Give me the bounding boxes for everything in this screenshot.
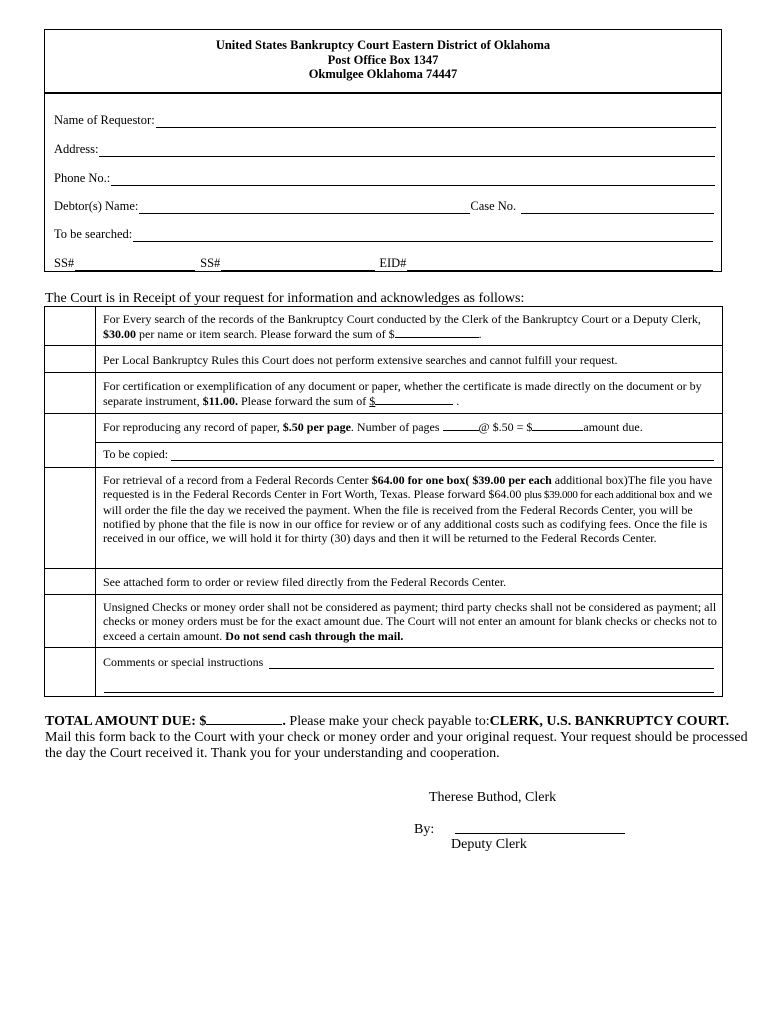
reproducing-fee: $.50 per page [282,420,351,434]
ss2-line[interactable] [221,258,375,271]
requestor-name-line[interactable] [156,115,716,128]
certification-fee: $11.00. [202,394,238,409]
comments-line-2[interactable] [104,692,714,693]
phone-line[interactable] [111,173,715,186]
comments-row[interactable] [103,655,714,669]
checkbox-column-divider [95,307,96,696]
row-divider [45,345,722,346]
row-divider [45,568,722,569]
no-cash-warning: Do not send cash through the mail. [225,628,404,643]
address-field[interactable] [54,141,715,157]
to-be-searched-field[interactable] [54,226,713,242]
request-options-table [44,306,723,697]
search-sum-blank[interactable] [395,326,479,338]
certification-sum-blank[interactable] [375,393,453,405]
court-heading [45,38,721,82]
row-divider [45,467,722,468]
attached-form-row: See attached form to order or review filed directly from the Federal Records Center. [103,575,507,589]
ss1-line[interactable] [75,258,195,271]
row-divider [45,647,722,648]
to-be-searched-label: To be searched: [54,227,133,241]
deputy-clerk-label: Deputy Clerk [451,837,527,852]
by-label: By: [414,822,435,837]
row-divider [45,594,722,595]
search-fee: $30.00 [103,327,136,342]
eid-line[interactable] [407,258,713,271]
total-amount-label: TOTAL AMOUNT DUE: $ [45,714,207,729]
certification-row: For certification or exemplification of any document or paper, whether the certificate is made directly on the document or by separate instrument, $11.00. Please forward the sum of $ . [103,379,702,409]
case-number-line[interactable] [521,201,714,214]
comments-label: Comments or special instructions [103,655,264,669]
reproducing-amount-blank[interactable] [532,419,583,431]
federal-records-row: For retrieval of a record from a Federal Records Center $64.00 for one box( $39.00 per each additional box)The file you have requested is in the Federal Records Center in Fort Worth, Texas. Please forward $64.00 plus $39.000 for each additional box and we will order the file the day we received the payment. When the file is received from the Federal Records Center, you will be notified by phone that the file is now in our office for review or of any additional costs such as codifying fees. Once the file is received in our office, we will hold it for thirty (30) days and then it will be returned to the Federal Records Center. [103,473,713,546]
clerk-name: Therese Buthod, Clerk [429,790,557,805]
address-label: Address: [54,142,99,156]
total-amount-paragraph: TOTAL AMOUNT DUE: $ . Please make your check payable to:CLERK, U.S. BANKRUPTCY COURT. Mail this form back to the Court with your check or money order and your original request. Your request should be processed the day the Court received it. Thank you for your understanding and cooperation. [45,714,748,762]
id-numbers-field[interactable] [54,255,713,271]
comments-line-1[interactable] [269,658,714,669]
ss1-label: SS# [54,256,75,270]
court-name: United States Bankruptcy Court Eastern District of Oklahoma [215,38,551,52]
row-subdivider [95,442,722,443]
requestor-name-label: Name of Requestor: [54,113,155,127]
payee-name: CLERK, U.S. BANKRUPTCY COURT. [489,714,730,729]
checks-policy-row: Unsigned Checks or money order shall not be considered as payment; third party checks shall not be considered as payment; all checks or money orders must be for the exact amount due. The Court will not enter an amount for blank checks or checks not to exceed a certain amount. Do not send cash through the mail. [103,600,717,643]
receipt-intro: The Court is in Receipt of your request for information and acknowledges as follows: [45,291,525,306]
phone-field[interactable] [54,170,715,186]
total-amount-blank[interactable] [206,712,282,725]
court-city: Okmulgee Oklahoma 74447 [308,67,458,81]
row-divider [45,372,722,373]
federal-records-fee: $64.00 for one box( $39.00 per each [371,473,552,487]
to-be-copied-line[interactable] [171,450,714,461]
address-line[interactable] [99,144,715,157]
to-be-searched-line[interactable] [133,229,713,242]
ss2-label: SS# [200,256,221,270]
case-number-label: Case No. [470,199,517,213]
to-be-copied-row[interactable] [103,447,714,461]
row-divider [45,413,722,414]
court-address: Post Office Box 1347 [327,52,439,67]
deputy-signature-line[interactable] [455,833,625,834]
phone-label: Phone No.: [54,171,111,185]
eid-label: EID# [379,256,407,270]
to-be-copied-label: To be copied: [103,447,169,461]
heading-divider [45,92,721,94]
local-rules-row: Per Local Bankruptcy Rules this Court does not perform extensive searches and cannot fulfill your request. [103,353,618,367]
search-fee-row: For Every search of the records of the Bankruptcy Court conducted by the Clerk of the Bankruptcy Court or a Deputy Clerk, $30.00 per name or item search. Please forward the sum of $ . [103,312,701,342]
debtor-name-line[interactable] [139,201,470,214]
requestor-name-field[interactable] [54,112,716,128]
requestor-info-box [44,29,722,272]
reproducing-row: For reproducing any record of paper, $.50 per page. Number of pages @ $.50 = $ amount due. [103,420,643,434]
number-of-pages-blank[interactable] [443,419,479,431]
debtor-case-field[interactable] [54,198,714,214]
debtor-name-label: Debtor(s) Name: [54,199,139,213]
